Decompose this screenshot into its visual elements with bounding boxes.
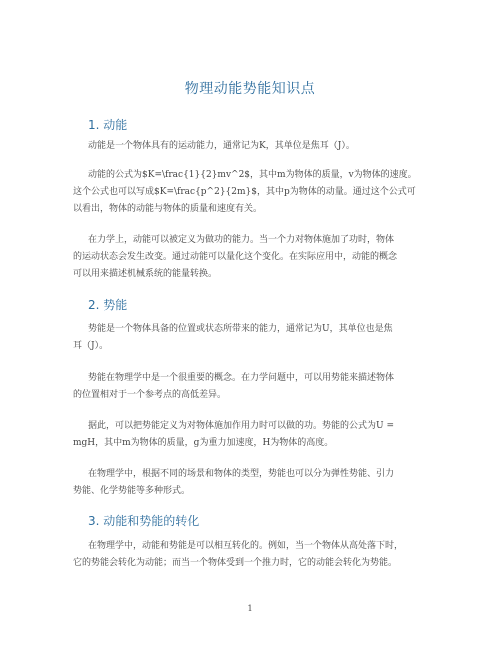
paragraph-line: 的位置相对于一个参考点的高低差异。: [73, 390, 227, 400]
section-heading-kinetic-energy: 1. 动能: [88, 118, 128, 132]
section-heading-energy-conversion: 3. 动能和势能的转化: [88, 514, 200, 528]
paragraph-line: 据此，可以把势能定义为对物体施加作用力时可以做的功。势能的公式为U =: [88, 421, 394, 431]
paragraph-line: 势能、化学势能等多种形式。: [73, 486, 191, 496]
paragraph-line: 可以用来描述机械系统的能量转换。: [73, 269, 218, 279]
paragraph-line: 的运动状态会发生改变。通过动能可以量化这个变化。在实际应用中，动能的概念: [73, 252, 398, 262]
document-title: 物理动能势能知识点: [184, 81, 316, 97]
paragraph-line: 以看出，物体的动能与物体的质量和速度有关。: [73, 204, 263, 214]
paragraph-line: 在物理学中，根据不同的场景和物体的类型，势能也可以分为弹性势能、引力: [88, 469, 395, 479]
paragraph-line: 在力学上，动能可以被定义为做功的能力。当一个力对物体施加了功时，物体: [88, 235, 395, 245]
page-number: 1: [247, 604, 253, 613]
paragraph-line: mgH，其中m为物体的质量，g为重力加速度，H为物体的高度。: [73, 438, 334, 448]
paragraph-line: 耳（J）。: [73, 341, 109, 351]
paragraph-line: 这个公式也可以写成$K=\frac{p^2}{2m}$，其中p为物体的动量。通过这个公式可: [73, 187, 416, 197]
paragraph-line: 动能的公式为$K=\frac{1}{2}mv^2$，其中m为物体的质量，v为物体的速度。: [88, 170, 417, 180]
paragraph-line: 在物理学中，动能和势能是可以相互转化的。例如，当一个物体从高处落下时，: [88, 541, 404, 551]
paragraph-line: 势能是一个物体具备的位置或状态所带来的能力，通常记为U，其单位也是焦: [88, 324, 393, 334]
paragraph-line: 势能在物理学中是一个很重要的概念。在力学问题中，可以用势能来描述物体: [88, 373, 395, 383]
paragraph-line: 它的势能会转化为动能；而当一个物体受到一个推力时，它的动能会转化为势能。: [73, 558, 398, 568]
section-heading-potential-energy: 2. 势能: [88, 298, 128, 312]
paragraph-line: 动能是一个物体具有的运动能力，通常记为K，其单位是焦耳（J）。: [88, 141, 355, 151]
